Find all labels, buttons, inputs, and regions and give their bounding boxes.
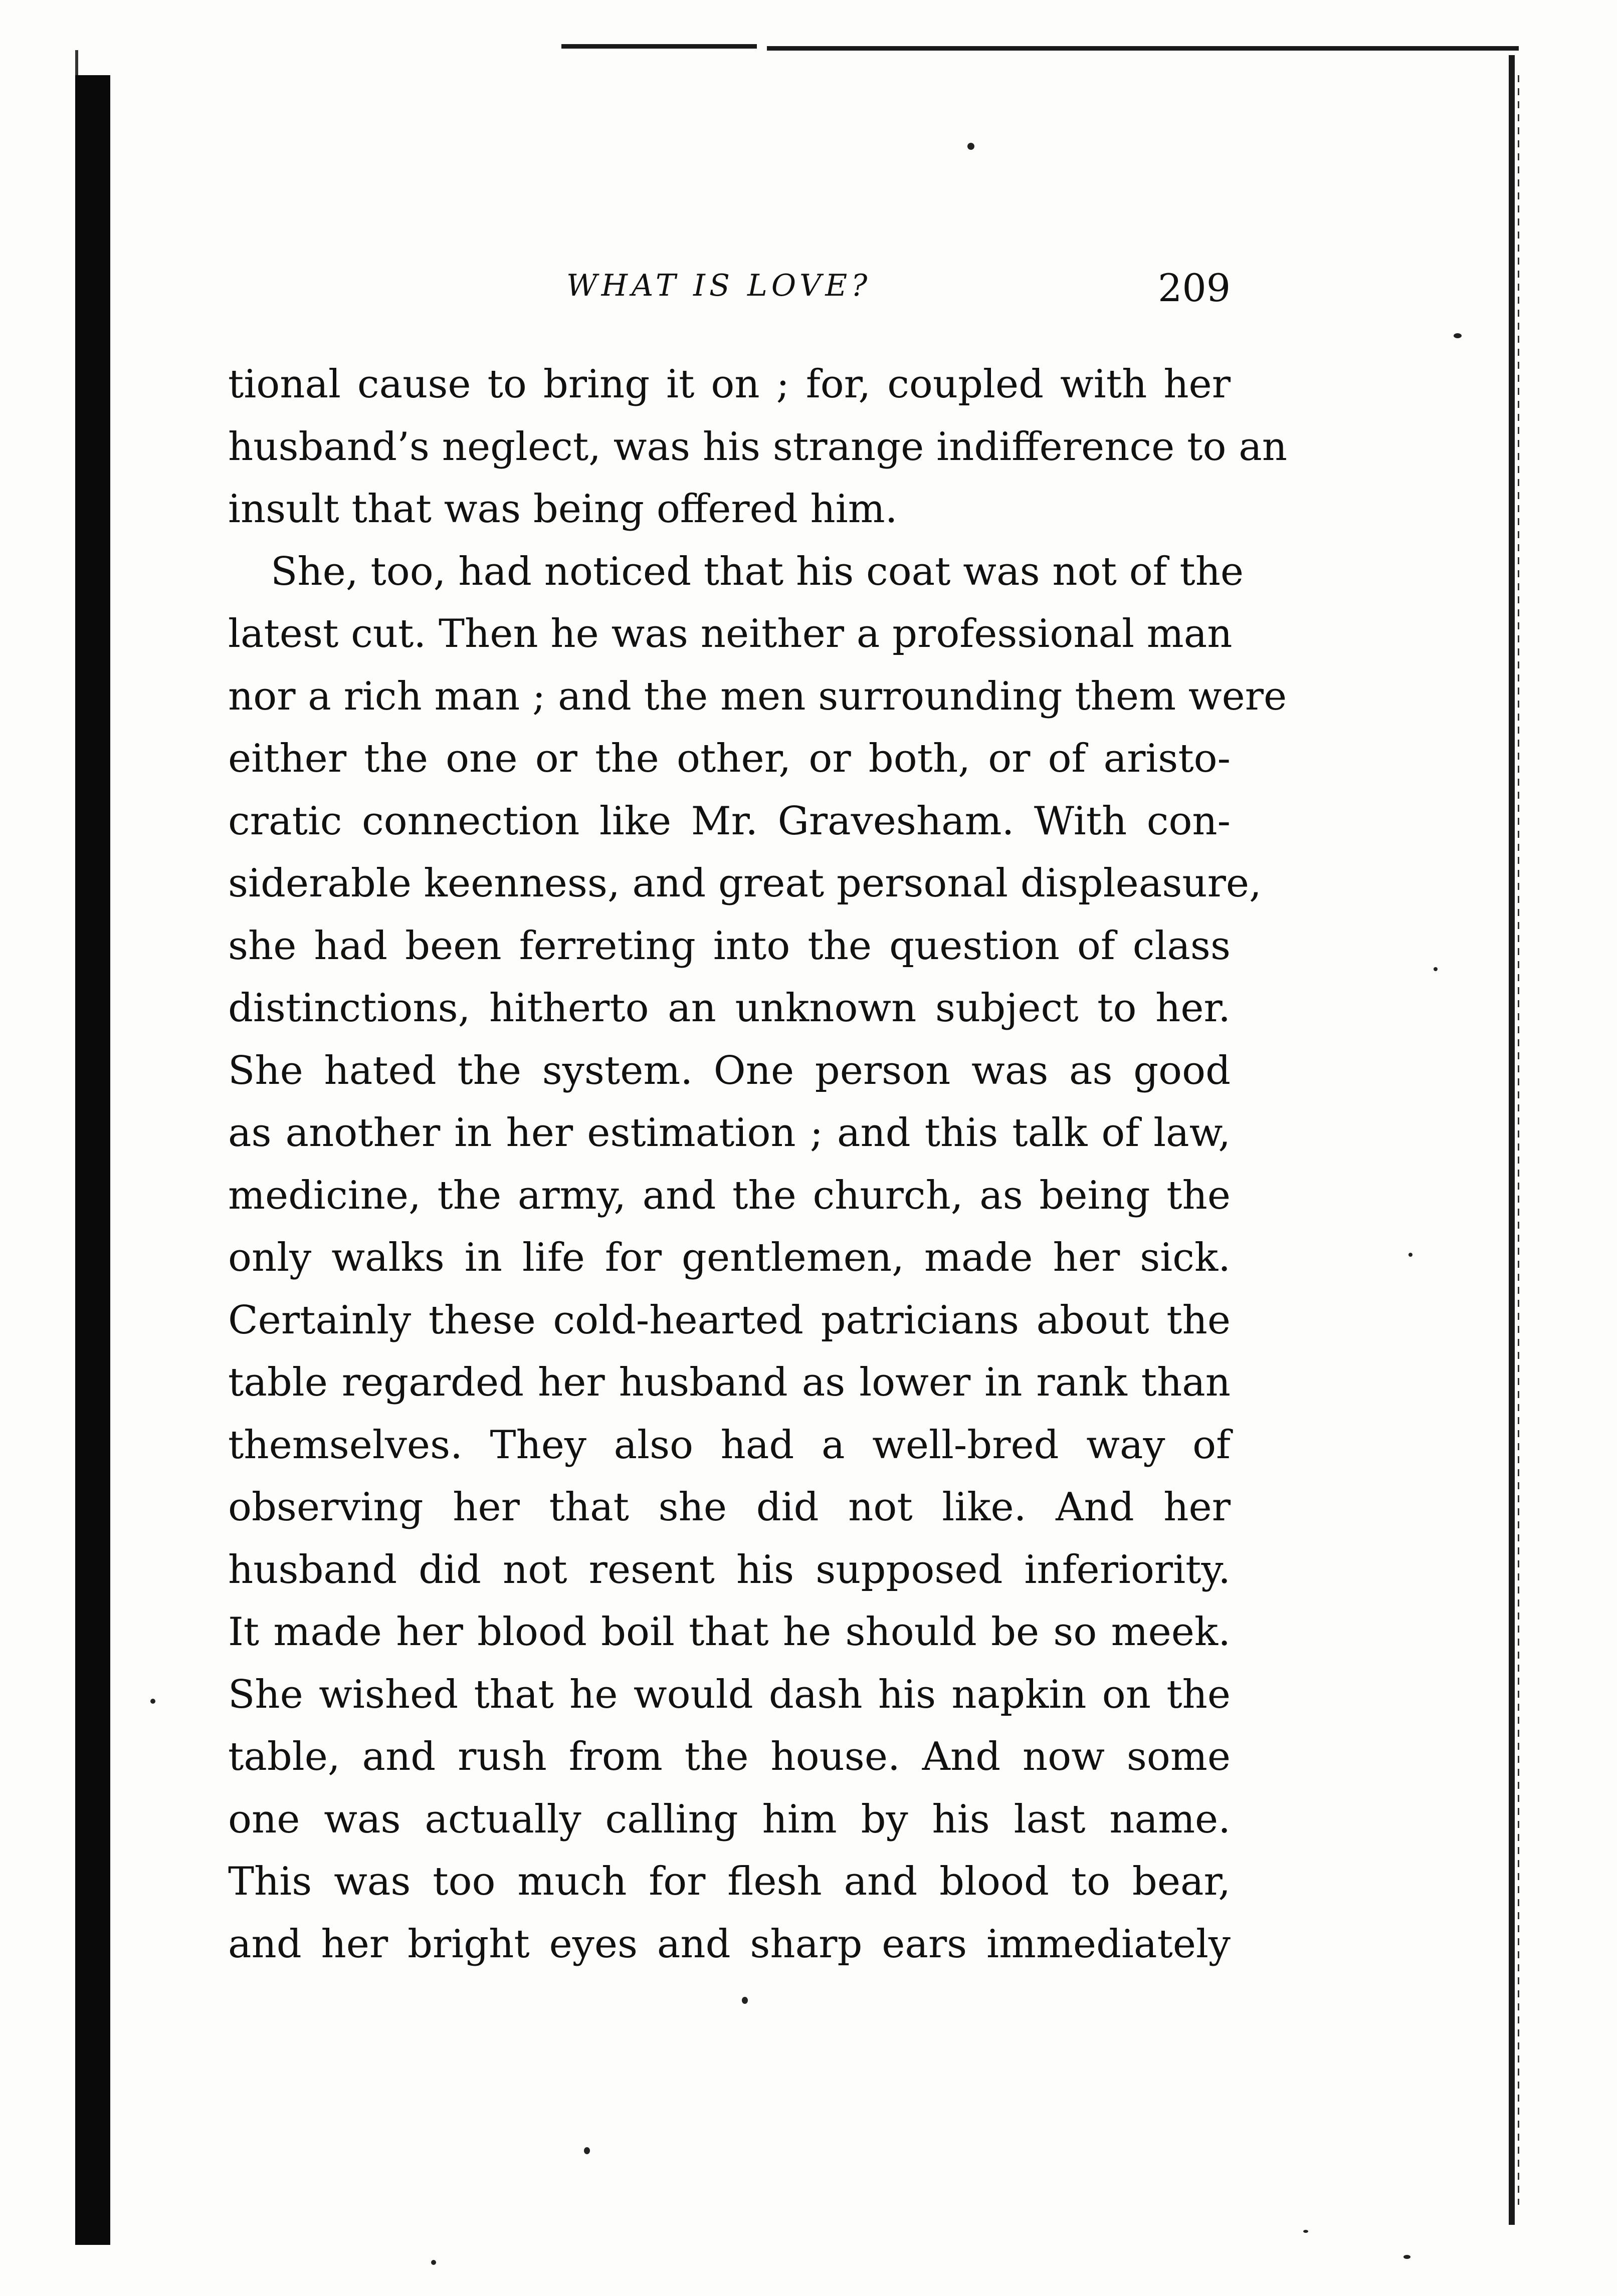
text-line: She hated the system. One person was as good <box>228 1048 1231 1093</box>
text-line: table regarded her husband as lower in rank than <box>228 1360 1231 1405</box>
scan-speck <box>1403 2255 1410 2259</box>
text-line: She wished that he would dash his napkin on the <box>228 1672 1231 1717</box>
text-line: Certainly these cold-hearted patricians about the <box>228 1297 1231 1343</box>
text-line: either the one or the other, or both, or of aristo- <box>228 736 1231 781</box>
text-line: nor a rich man ; and the men surrounding them were <box>228 673 1287 719</box>
text-line: husband’s neglect, was his strange indifference to an <box>228 424 1287 470</box>
page-edge-line <box>1509 55 1515 2225</box>
text-line: as another in her estimation ; and this talk of law, <box>228 1110 1231 1156</box>
body-text <box>228 353 1287 1975</box>
top-rule-right <box>767 46 1519 51</box>
text-line: husband did not resent his supposed inferiority. <box>228 1547 1231 1592</box>
text-line: she had been ferreting into the question of class <box>228 923 1231 969</box>
text-line: latest cut. Then he was neither a professional man <box>228 611 1233 656</box>
page-number: 209 <box>1158 266 1231 310</box>
text-line: tional cause to bring it on ; for, coupled with her <box>228 362 1231 407</box>
text-line: This was too much for flesh and blood to bear, <box>228 1859 1231 1904</box>
scan-speck <box>431 2260 436 2265</box>
text-line: distinctions, hitherto an unknown subject to her. <box>228 986 1231 1031</box>
text-line: one was actually calling him by his last name. <box>228 1796 1231 1842</box>
binding-shadow <box>75 75 110 2245</box>
text-line: medicine, the army, and the church, as being the <box>228 1173 1231 1218</box>
page-edge-dashes <box>1518 75 1519 2205</box>
scan-speck <box>584 2147 590 2154</box>
text-line: only walks in life for gentlemen, made her sick. <box>228 1235 1231 1280</box>
text-line: and her bright eyes and sharp ears immediately <box>228 1921 1231 1967</box>
scan-speck <box>1434 967 1438 971</box>
text-line: siderable keenness, and great personal displeasure, <box>228 861 1262 906</box>
scan-speck <box>742 1997 748 2004</box>
text-line: It made her blood boil that he should be so meek. <box>228 1610 1231 1655</box>
text-line: cratic connection like Mr. Gravesham. With con- <box>228 798 1231 844</box>
scan-speck <box>150 1699 155 1704</box>
text-line: table, and rush from the house. And now some <box>228 1734 1231 1779</box>
text-line: insult that was being offered him. <box>228 487 898 532</box>
text-line: themselves. They also had a well-bred way of <box>228 1422 1231 1468</box>
running-head-title: WHAT IS LOVE? <box>566 268 872 303</box>
scan-speck <box>1454 333 1462 338</box>
scan-speck <box>967 143 974 150</box>
top-rule-left <box>561 44 757 49</box>
text-line: She, too, had noticed that his coat was not of the <box>271 549 1244 594</box>
scan-speck <box>1303 2230 1308 2233</box>
text-line: observing her that she did not like. And her <box>228 1485 1231 1530</box>
scan-speck <box>1408 1253 1412 1257</box>
